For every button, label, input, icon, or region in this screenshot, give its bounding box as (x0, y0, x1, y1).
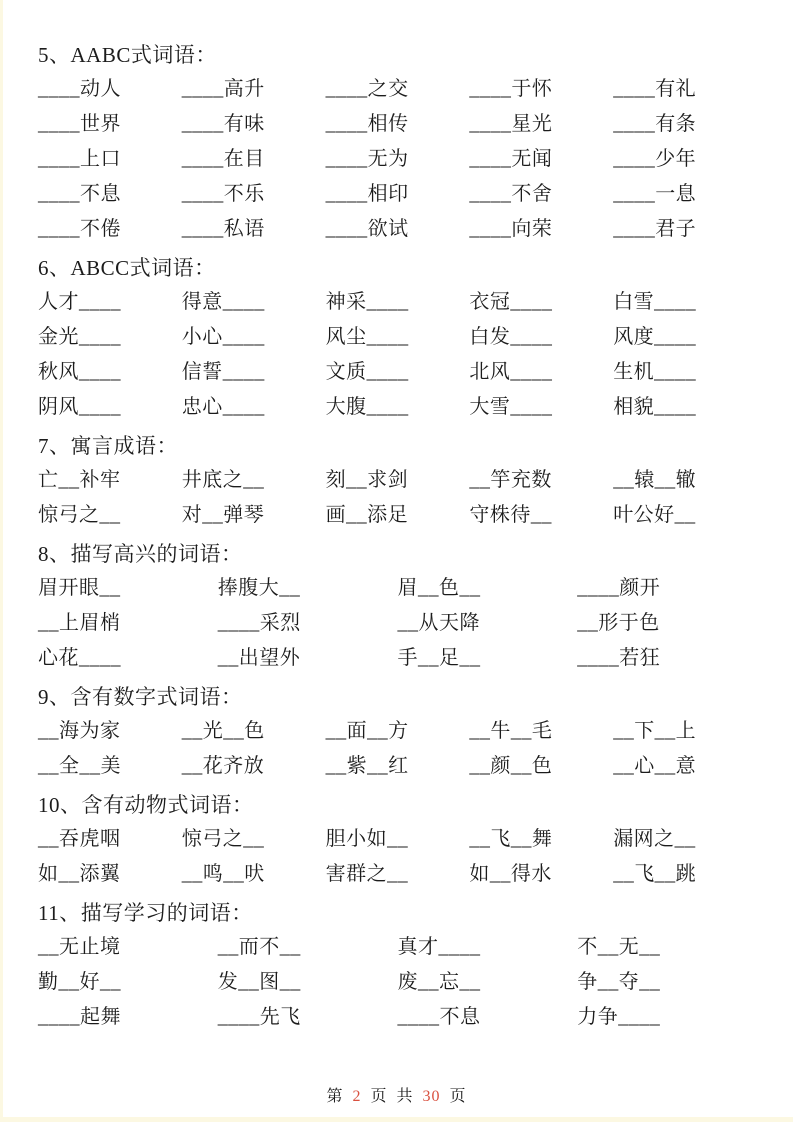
word-item: 害群之__ (325, 863, 409, 885)
word-item: 大雪____ (469, 396, 553, 418)
word-row (38, 965, 757, 1000)
word-item: ____颜开 (577, 577, 661, 599)
word-item: __飞__舞 (469, 828, 553, 850)
word-item: ____不乐 (181, 183, 265, 205)
word-item: 叶公好__ (613, 504, 696, 526)
word-item: __辕__辙 (613, 469, 697, 491)
footer-prefix: 第 (326, 1088, 344, 1105)
word-item: ____起舞 (38, 1006, 121, 1028)
word-item: ____相印 (325, 183, 409, 205)
word-item: ____欲试 (325, 218, 409, 240)
worksheet-sections (38, 40, 757, 1035)
word-item: __全__美 (38, 755, 121, 777)
word-item: 阴风____ (38, 396, 121, 418)
word-item: 忠心____ (181, 396, 265, 418)
word-item: ____上口 (38, 148, 121, 170)
word-item: ____少年 (613, 148, 697, 170)
word-item: __紫__红 (325, 755, 409, 777)
word-item: 北风____ (469, 361, 553, 383)
word-item: 神采____ (325, 291, 409, 313)
word-item: __形于色 (577, 612, 660, 634)
word-item: __颜__色 (469, 755, 553, 777)
word-item: ____有条 (613, 113, 697, 135)
section-heading: 6、ABCC式词语： (38, 256, 216, 280)
word-item: ____无闻 (469, 148, 553, 170)
word-row (38, 1000, 757, 1035)
word-item: 心花____ (38, 647, 121, 669)
word-item: ____于怀 (469, 78, 553, 100)
word-row (38, 641, 757, 676)
footer-total-pages: 30 (422, 1088, 441, 1105)
word-row (38, 107, 757, 142)
word-item: 生机____ (613, 361, 697, 383)
word-row (38, 390, 757, 425)
word-item: 人才____ (38, 291, 121, 313)
word-item: 小心____ (181, 326, 265, 348)
word-item: 如__得水 (469, 863, 552, 885)
word-row (38, 142, 757, 177)
page-edge-tint-bottom (0, 1117, 793, 1122)
word-row (38, 714, 757, 749)
word-item: 勤__好__ (38, 971, 121, 993)
word-row (38, 930, 757, 965)
word-item: 手__足__ (397, 647, 481, 669)
section-heading: 11、描写学习的词语： (38, 901, 253, 925)
section-heading: 8、描写高兴的词语： (38, 542, 243, 566)
word-item: ____采烈 (217, 612, 301, 634)
word-item: 惊弓之__ (38, 504, 121, 526)
word-item: ____君子 (613, 218, 697, 240)
word-item: ____向荣 (469, 218, 553, 240)
section-heading: 7、寓言成语： (38, 434, 178, 458)
word-item: __而不__ (217, 936, 301, 958)
word-item: ____动人 (38, 78, 121, 100)
word-item: ____在目 (181, 148, 265, 170)
footer-middle: 页 共 (370, 1088, 414, 1105)
worksheet-section (38, 539, 757, 676)
word-item: __鸣__吠 (181, 863, 265, 885)
word-item: 如__添翼 (38, 863, 121, 885)
word-item: 金光____ (38, 326, 121, 348)
word-row (38, 320, 757, 355)
worksheet-section (38, 682, 757, 784)
word-item: ____有味 (181, 113, 265, 135)
word-item: __竽充数 (469, 469, 552, 491)
word-item: ____相传 (325, 113, 409, 135)
word-row (38, 571, 757, 606)
page-edge-tint-left (0, 0, 3, 1122)
word-item: 眉开眼__ (38, 577, 121, 599)
word-item: ____有礼 (613, 78, 697, 100)
word-item: __无止境 (38, 936, 121, 958)
word-item: ____之交 (325, 78, 409, 100)
word-item: ____先飞 (217, 1006, 301, 1028)
word-item: 废__忘__ (397, 971, 481, 993)
word-row (38, 822, 757, 857)
word-item: 风尘____ (325, 326, 409, 348)
word-item: ____星光 (469, 113, 553, 135)
word-item: ____若狂 (577, 647, 661, 669)
word-item: __下__上 (613, 720, 697, 742)
word-row (38, 857, 757, 892)
word-item: 亡__补牢 (38, 469, 121, 491)
word-item: 井底之__ (181, 469, 265, 491)
word-item: 秋风____ (38, 361, 121, 383)
word-item: __吞虎咽 (38, 828, 121, 850)
section-heading: 5、AABC式词语： (38, 43, 217, 67)
word-item: 漏网之__ (613, 828, 696, 850)
word-item: 白雪____ (613, 291, 697, 313)
word-item: 力争____ (577, 1006, 661, 1028)
word-row (38, 212, 757, 247)
word-item: ____不息 (397, 1006, 481, 1028)
word-row (38, 355, 757, 390)
word-item: 捧腹大__ (217, 577, 301, 599)
word-item: ____私语 (181, 218, 265, 240)
word-item: 不__无__ (577, 936, 661, 958)
word-item: __上眉梢 (38, 612, 121, 634)
word-row (38, 749, 757, 784)
word-item: __从天降 (397, 612, 480, 634)
word-item: 守株待__ (469, 504, 552, 526)
word-item: __牛__毛 (469, 720, 553, 742)
word-item: __面__方 (325, 720, 409, 742)
word-row (38, 463, 757, 498)
word-item: ____不舍 (469, 183, 553, 205)
word-row (38, 498, 757, 533)
worksheet-section (38, 898, 757, 1035)
word-item: __光__色 (181, 720, 265, 742)
word-item: 眉__色__ (397, 577, 481, 599)
word-item: 画__添足 (325, 504, 409, 526)
section-heading: 9、含有数字式词语： (38, 685, 243, 709)
word-item: 相貌____ (613, 396, 697, 418)
word-item: __花齐放 (181, 755, 265, 777)
word-item: 惊弓之__ (181, 828, 265, 850)
page-footer (0, 1083, 793, 1106)
footer-suffix: 页 (449, 1088, 467, 1105)
word-item: ____不倦 (38, 218, 121, 240)
word-row (38, 606, 757, 641)
word-item: __出望外 (217, 647, 301, 669)
word-item: 争__夺__ (577, 971, 661, 993)
word-item: 衣冠____ (469, 291, 553, 313)
word-item: 刻__求剑 (325, 469, 409, 491)
footer-page-number: 2 (352, 1088, 362, 1105)
word-item: 风度____ (613, 326, 697, 348)
word-item: 白发____ (469, 326, 553, 348)
word-item: 大腹____ (325, 396, 409, 418)
word-item: ____无为 (325, 148, 409, 170)
word-item: ____不息 (38, 183, 121, 205)
word-item: __海为家 (38, 720, 121, 742)
worksheet-section (38, 40, 757, 247)
worksheet-section (38, 253, 757, 425)
word-item: 得意____ (181, 291, 265, 313)
word-item: 对__弹琴 (181, 504, 265, 526)
word-item: 真才____ (397, 936, 481, 958)
word-row (38, 285, 757, 320)
worksheet-section (38, 431, 757, 533)
word-item: __飞__跳 (613, 863, 697, 885)
word-item: 信誓____ (181, 361, 265, 383)
word-item: ____一息 (613, 183, 697, 205)
word-item: 文质____ (325, 361, 409, 383)
word-item: ____世界 (38, 113, 121, 135)
word-item: 胆小如__ (325, 828, 409, 850)
word-item: 发__图__ (217, 971, 301, 993)
worksheet-section (38, 790, 757, 892)
section-heading: 10、含有动物式词语： (38, 793, 254, 817)
word-row (38, 72, 757, 107)
word-row (38, 177, 757, 212)
word-item: ____高升 (181, 78, 265, 100)
word-item: __心__意 (613, 755, 697, 777)
